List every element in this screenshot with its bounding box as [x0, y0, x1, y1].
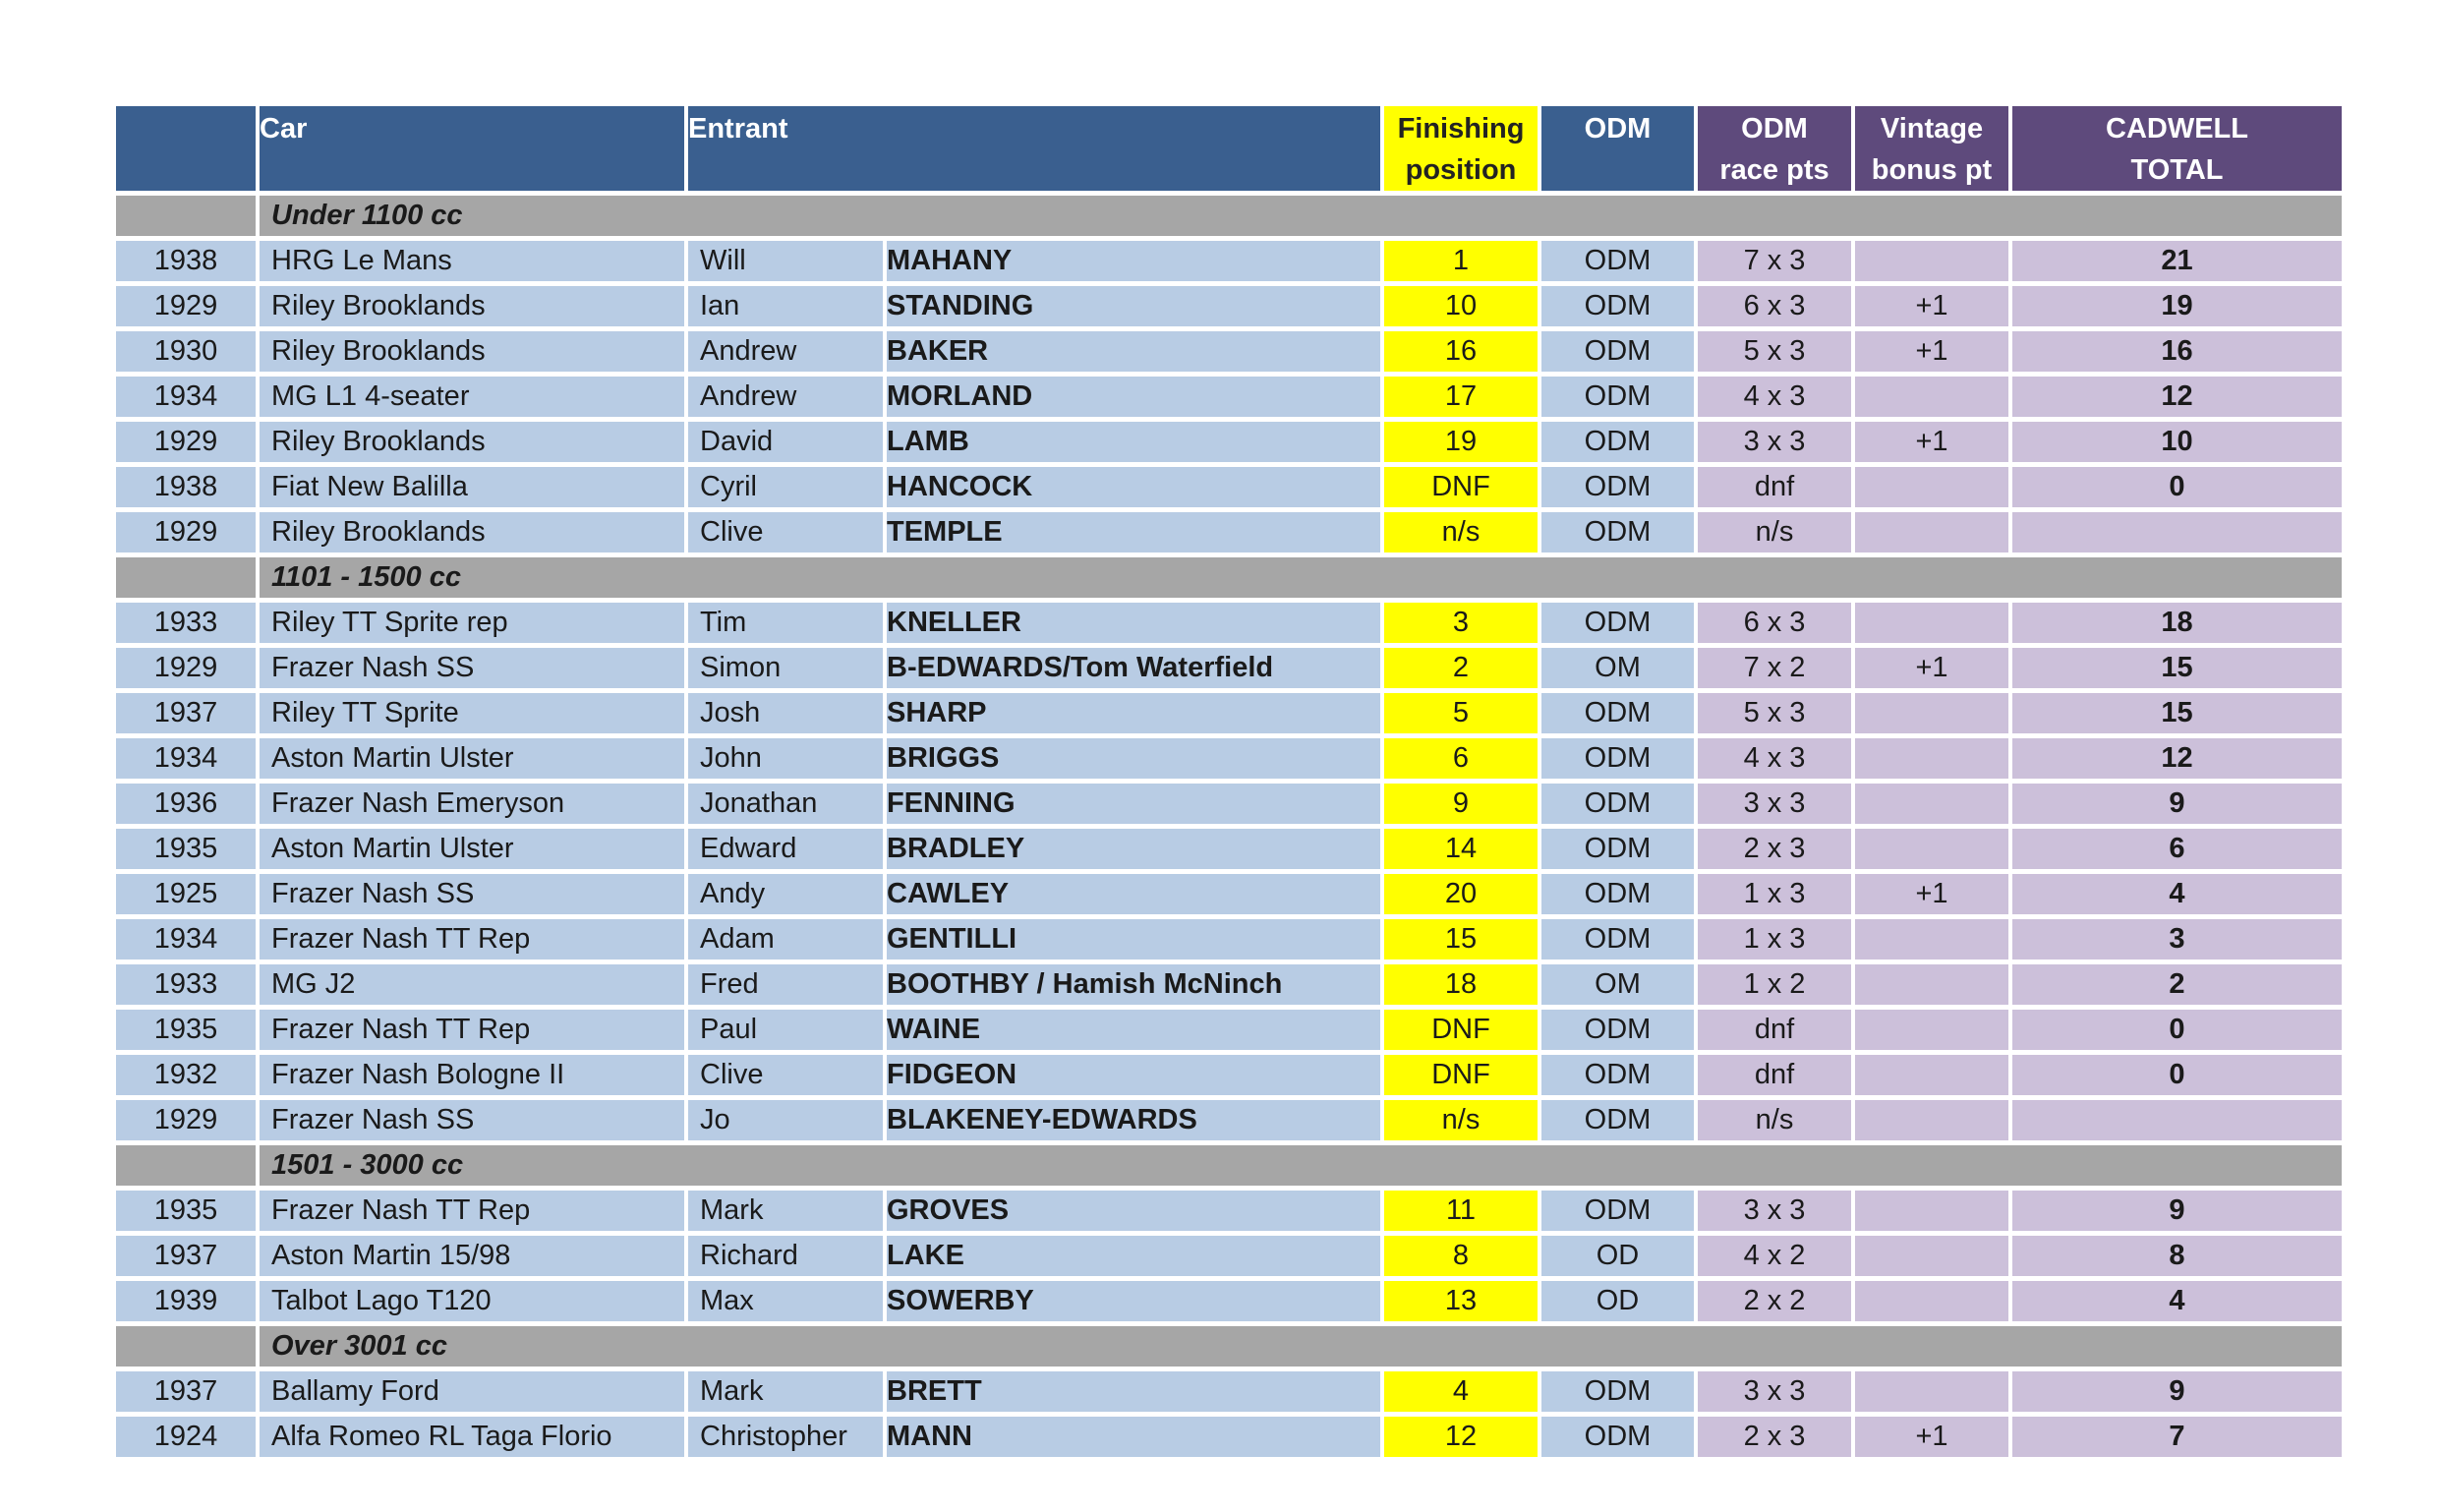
finishing-position-cell: 6: [1384, 738, 1538, 779]
table-row: [116, 784, 2342, 824]
cadwell-total-cell: 10: [2012, 422, 2342, 462]
odm-cell: ODM: [1541, 1417, 1694, 1457]
entrant-last-name: BRADLEY: [887, 829, 1380, 869]
odm-race-pts-cell: 3 x 3: [1698, 422, 1851, 462]
car-cell: Frazer Nash SS: [260, 1100, 684, 1140]
finishing-position-cell: 14: [1384, 829, 1538, 869]
entrant-last-name: GENTILLI: [887, 919, 1380, 960]
entrant-first-name: Richard: [688, 1236, 883, 1276]
cadwell-total-cell: 21: [2012, 241, 2342, 281]
vintage-bonus-cell: +1: [1855, 648, 2008, 688]
year-cell: 1939: [116, 1281, 256, 1321]
entrant-first-name: Simon: [688, 648, 883, 688]
year-cell: 1933: [116, 603, 256, 643]
car-cell: Riley Brooklands: [260, 422, 684, 462]
entrant-first-name: Andy: [688, 874, 883, 914]
header-car: Car: [260, 106, 684, 191]
cadwell-total-cell: 0: [2012, 1055, 2342, 1095]
entrant-last-name: GROVES: [887, 1191, 1380, 1231]
header-year: [116, 106, 256, 191]
odm-race-pts-cell: 1 x 3: [1698, 919, 1851, 960]
entrant-last-name: SOWERBY: [887, 1281, 1380, 1321]
class-header-row: [116, 1145, 2342, 1186]
entrant-last-name: KNELLER: [887, 603, 1380, 643]
entrant-last-name: BAKER: [887, 331, 1380, 372]
entrant-first-name: Will: [688, 241, 883, 281]
odm-cell: ODM: [1541, 1055, 1694, 1095]
entrant-last-name: WAINE: [887, 1010, 1380, 1050]
odm-cell: ODM: [1541, 1191, 1694, 1231]
cadwell-total-cell: [2012, 1100, 2342, 1140]
entrant-last-name: B-EDWARDS/Tom Waterfield: [887, 648, 1380, 688]
entrant-first-name: John: [688, 738, 883, 779]
odm-race-pts-cell: 3 x 3: [1698, 784, 1851, 824]
odm-race-pts-cell: 4 x 3: [1698, 377, 1851, 417]
table-row: [116, 693, 2342, 733]
table-row: [116, 331, 2342, 372]
finishing-position-cell: 18: [1384, 964, 1538, 1005]
entrant-last-name: LAKE: [887, 1236, 1380, 1276]
finishing-position-cell: 16: [1384, 331, 1538, 372]
finishing-position-cell: 1: [1384, 241, 1538, 281]
class-header-spacer: [116, 1145, 256, 1186]
car-cell: Frazer Nash SS: [260, 648, 684, 688]
class-label: Under 1100 cc: [260, 196, 2342, 236]
finishing-position-cell: 17: [1384, 377, 1538, 417]
table-row: [116, 1417, 2342, 1457]
cadwell-total-cell: 3: [2012, 919, 2342, 960]
table-row: [116, 422, 2342, 462]
odm-race-pts-cell: 2 x 3: [1698, 829, 1851, 869]
odm-race-pts-cell: 7 x 2: [1698, 648, 1851, 688]
odm-cell: ODM: [1541, 693, 1694, 733]
car-cell: Riley TT Sprite: [260, 693, 684, 733]
entrant-first-name: Cyril: [688, 467, 883, 507]
vintage-bonus-cell: [1855, 784, 2008, 824]
vintage-bonus-cell: [1855, 241, 2008, 281]
finishing-position-cell: 5: [1384, 693, 1538, 733]
table-row: [116, 1191, 2342, 1231]
odm-cell: ODM: [1541, 784, 1694, 824]
car-cell: Talbot Lago T120: [260, 1281, 684, 1321]
vintage-bonus-cell: [1855, 919, 2008, 960]
car-cell: Riley TT Sprite rep: [260, 603, 684, 643]
entrant-first-name: Fred: [688, 964, 883, 1005]
car-cell: Frazer Nash Emeryson: [260, 784, 684, 824]
odm-race-pts-cell: 6 x 3: [1698, 603, 1851, 643]
entrant-last-name: BOOTHBY / Hamish McNinch: [887, 964, 1380, 1005]
finishing-position-cell: 10: [1384, 286, 1538, 326]
odm-cell: ODM: [1541, 512, 1694, 552]
year-cell: 1937: [116, 1236, 256, 1276]
odm-cell: ODM: [1541, 1100, 1694, 1140]
entrant-last-name: FENNING: [887, 784, 1380, 824]
finishing-position-cell: DNF: [1384, 1055, 1538, 1095]
car-cell: Frazer Nash TT Rep: [260, 1010, 684, 1050]
entrant-first-name: Andrew: [688, 331, 883, 372]
year-cell: 1936: [116, 784, 256, 824]
year-cell: 1929: [116, 1100, 256, 1140]
finishing-position-cell: n/s: [1384, 1100, 1538, 1140]
year-cell: 1935: [116, 829, 256, 869]
class-header-spacer: [116, 557, 256, 598]
odm-cell: ODM: [1541, 919, 1694, 960]
table-row: [116, 1010, 2342, 1050]
table-row: [116, 512, 2342, 552]
odm-cell: ODM: [1541, 331, 1694, 372]
year-cell: 1934: [116, 377, 256, 417]
odm-race-pts-cell: 3 x 3: [1698, 1371, 1851, 1412]
entrant-first-name: Clive: [688, 1055, 883, 1095]
class-label: 1101 - 1500 cc: [260, 557, 2342, 598]
entrant-last-name: MORLAND: [887, 377, 1380, 417]
cadwell-total-cell: [2012, 512, 2342, 552]
car-cell: Frazer Nash TT Rep: [260, 1191, 684, 1231]
vintage-bonus-cell: +1: [1855, 286, 2008, 326]
cadwell-total-cell: 9: [2012, 1191, 2342, 1231]
cadwell-total-cell: 18: [2012, 603, 2342, 643]
car-cell: Aston Martin Ulster: [260, 738, 684, 779]
table-row: [116, 874, 2342, 914]
cadwell-total-cell: 4: [2012, 874, 2342, 914]
vintage-bonus-cell: +1: [1855, 1417, 2008, 1457]
odm-race-pts-cell: 6 x 3: [1698, 286, 1851, 326]
finishing-position-cell: 12: [1384, 1417, 1538, 1457]
cadwell-total-cell: 9: [2012, 784, 2342, 824]
vintage-bonus-cell: [1855, 512, 2008, 552]
class-header-spacer: [116, 1326, 256, 1367]
finishing-position-cell: 4: [1384, 1371, 1538, 1412]
car-cell: Frazer Nash Bologne II: [260, 1055, 684, 1095]
odm-race-pts-cell: 1 x 3: [1698, 874, 1851, 914]
vintage-bonus-cell: [1855, 1371, 2008, 1412]
finishing-position-cell: DNF: [1384, 1010, 1538, 1050]
car-cell: Aston Martin 15/98: [260, 1236, 684, 1276]
class-header-row: [116, 557, 2342, 598]
cadwell-total-cell: 0: [2012, 467, 2342, 507]
entrant-last-name: TEMPLE: [887, 512, 1380, 552]
entrant-last-name: BRETT: [887, 1371, 1380, 1412]
cadwell-total-cell: 4: [2012, 1281, 2342, 1321]
entrant-first-name: Josh: [688, 693, 883, 733]
table-row: [116, 648, 2342, 688]
car-cell: MG L1 4-seater: [260, 377, 684, 417]
table-row: [116, 241, 2342, 281]
odm-cell: ODM: [1541, 241, 1694, 281]
results-table: [112, 101, 2346, 1462]
odm-race-pts-cell: n/s: [1698, 512, 1851, 552]
vintage-bonus-cell: [1855, 693, 2008, 733]
class-header-row: [116, 1326, 2342, 1367]
entrant-first-name: Clive: [688, 512, 883, 552]
car-cell: Fiat New Balilla: [260, 467, 684, 507]
odm-race-pts-cell: dnf: [1698, 1010, 1851, 1050]
cadwell-total-cell: 12: [2012, 738, 2342, 779]
cadwell-total-cell: 6: [2012, 829, 2342, 869]
vintage-bonus-cell: [1855, 1010, 2008, 1050]
finishing-position-cell: 13: [1384, 1281, 1538, 1321]
year-cell: 1933: [116, 964, 256, 1005]
year-cell: 1934: [116, 919, 256, 960]
odm-race-pts-cell: 2 x 3: [1698, 1417, 1851, 1457]
entrant-last-name: CAWLEY: [887, 874, 1380, 914]
odm-cell: OD: [1541, 1236, 1694, 1276]
odm-race-pts-cell: 4 x 2: [1698, 1236, 1851, 1276]
cadwell-total-cell: 9: [2012, 1371, 2342, 1412]
cadwell-total-cell: 19: [2012, 286, 2342, 326]
car-cell: HRG Le Mans: [260, 241, 684, 281]
header-vintage-bonus: Vintage bonus pt: [1855, 106, 2008, 191]
cadwell-total-cell: 2: [2012, 964, 2342, 1005]
entrant-first-name: Tim: [688, 603, 883, 643]
car-cell: MG J2: [260, 964, 684, 1005]
vintage-bonus-cell: [1855, 1236, 2008, 1276]
table-row: [116, 1100, 2342, 1140]
odm-race-pts-cell: dnf: [1698, 467, 1851, 507]
year-cell: 1937: [116, 1371, 256, 1412]
odm-cell: OM: [1541, 964, 1694, 1005]
car-cell: Riley Brooklands: [260, 512, 684, 552]
vintage-bonus-cell: [1855, 829, 2008, 869]
finishing-position-cell: DNF: [1384, 467, 1538, 507]
finishing-position-cell: 9: [1384, 784, 1538, 824]
table-row: [116, 1281, 2342, 1321]
finishing-position-cell: 3: [1384, 603, 1538, 643]
table-row: [116, 377, 2342, 417]
odm-cell: ODM: [1541, 422, 1694, 462]
year-cell: 1929: [116, 286, 256, 326]
car-cell: Riley Brooklands: [260, 331, 684, 372]
entrant-first-name: David: [688, 422, 883, 462]
header-odm: ODM: [1541, 106, 1694, 191]
class-header-spacer: [116, 196, 256, 236]
year-cell: 1929: [116, 422, 256, 462]
vintage-bonus-cell: [1855, 1281, 2008, 1321]
odm-race-pts-cell: 7 x 3: [1698, 241, 1851, 281]
year-cell: 1924: [116, 1417, 256, 1457]
finishing-position-cell: 11: [1384, 1191, 1538, 1231]
odm-cell: OD: [1541, 1281, 1694, 1321]
odm-cell: ODM: [1541, 467, 1694, 507]
year-cell: 1934: [116, 738, 256, 779]
odm-cell: ODM: [1541, 603, 1694, 643]
vintage-bonus-cell: [1855, 603, 2008, 643]
class-label: Over 3001 cc: [260, 1326, 2342, 1367]
year-cell: 1925: [116, 874, 256, 914]
entrant-last-name: HANCOCK: [887, 467, 1380, 507]
entrant-first-name: Christopher: [688, 1417, 883, 1457]
entrant-last-name: SHARP: [887, 693, 1380, 733]
table-row: [116, 919, 2342, 960]
odm-race-pts-cell: 1 x 2: [1698, 964, 1851, 1005]
entrant-first-name: Jo: [688, 1100, 883, 1140]
vintage-bonus-cell: [1855, 1191, 2008, 1231]
table-row: [116, 603, 2342, 643]
table-row: [116, 964, 2342, 1005]
header-row: [116, 106, 2342, 191]
entrant-first-name: Edward: [688, 829, 883, 869]
car-cell: Frazer Nash TT Rep: [260, 919, 684, 960]
results-body: [116, 196, 2342, 1457]
year-cell: 1937: [116, 693, 256, 733]
odm-race-pts-cell: n/s: [1698, 1100, 1851, 1140]
year-cell: 1935: [116, 1191, 256, 1231]
entrant-first-name: Andrew: [688, 377, 883, 417]
year-cell: 1938: [116, 467, 256, 507]
odm-cell: ODM: [1541, 1010, 1694, 1050]
table-row: [116, 1236, 2342, 1276]
cadwell-total-cell: 7: [2012, 1417, 2342, 1457]
car-cell: Riley Brooklands: [260, 286, 684, 326]
table-row: [116, 286, 2342, 326]
finishing-position-cell: 15: [1384, 919, 1538, 960]
odm-cell: ODM: [1541, 829, 1694, 869]
odm-race-pts-cell: 2 x 2: [1698, 1281, 1851, 1321]
car-cell: Aston Martin Ulster: [260, 829, 684, 869]
year-cell: 1929: [116, 512, 256, 552]
cadwell-total-cell: 15: [2012, 693, 2342, 733]
year-cell: 1930: [116, 331, 256, 372]
finishing-position-cell: n/s: [1384, 512, 1538, 552]
table-row: [116, 1055, 2342, 1095]
entrant-last-name: MAHANY: [887, 241, 1380, 281]
vintage-bonus-cell: [1855, 738, 2008, 779]
vintage-bonus-cell: [1855, 467, 2008, 507]
finishing-position-cell: 19: [1384, 422, 1538, 462]
cadwell-total-cell: 15: [2012, 648, 2342, 688]
car-cell: Ballamy Ford: [260, 1371, 684, 1412]
entrant-last-name: LAMB: [887, 422, 1380, 462]
entrant-first-name: Paul: [688, 1010, 883, 1050]
finishing-position-cell: 2: [1384, 648, 1538, 688]
year-cell: 1938: [116, 241, 256, 281]
odm-race-pts-cell: 3 x 3: [1698, 1191, 1851, 1231]
entrant-first-name: Ian: [688, 286, 883, 326]
entrant-first-name: Mark: [688, 1191, 883, 1231]
table-row: [116, 1371, 2342, 1412]
odm-race-pts-cell: dnf: [1698, 1055, 1851, 1095]
odm-cell: OM: [1541, 648, 1694, 688]
table-row: [116, 829, 2342, 869]
car-cell: Alfa Romeo RL Taga Florio: [260, 1417, 684, 1457]
header-cadwell-total: CADWELL TOTAL: [2012, 106, 2342, 191]
odm-cell: ODM: [1541, 738, 1694, 779]
entrant-first-name: Mark: [688, 1371, 883, 1412]
entrant-last-name: BLAKENEY-EDWARDS: [887, 1100, 1380, 1140]
vintage-bonus-cell: [1855, 1055, 2008, 1095]
finishing-position-cell: 8: [1384, 1236, 1538, 1276]
cadwell-total-cell: 12: [2012, 377, 2342, 417]
header-entrant: Entrant: [688, 106, 1380, 191]
table-row: [116, 467, 2342, 507]
entrant-last-name: MANN: [887, 1417, 1380, 1457]
table-row: [116, 738, 2342, 779]
year-cell: 1935: [116, 1010, 256, 1050]
car-cell: Frazer Nash SS: [260, 874, 684, 914]
entrant-first-name: Jonathan: [688, 784, 883, 824]
odm-cell: ODM: [1541, 1371, 1694, 1412]
class-header-row: [116, 196, 2342, 236]
entrant-last-name: FIDGEON: [887, 1055, 1380, 1095]
entrant-first-name: Max: [688, 1281, 883, 1321]
vintage-bonus-cell: [1855, 964, 2008, 1005]
vintage-bonus-cell: +1: [1855, 874, 2008, 914]
entrant-last-name: STANDING: [887, 286, 1380, 326]
year-cell: 1932: [116, 1055, 256, 1095]
cadwell-total-cell: 16: [2012, 331, 2342, 372]
vintage-bonus-cell: +1: [1855, 331, 2008, 372]
header-odm-race-pts: ODM race pts: [1698, 106, 1851, 191]
odm-race-pts-cell: 4 x 3: [1698, 738, 1851, 779]
finishing-position-cell: 20: [1384, 874, 1538, 914]
odm-cell: ODM: [1541, 286, 1694, 326]
year-cell: 1929: [116, 648, 256, 688]
header-finishing-position: Finishing position: [1384, 106, 1538, 191]
entrant-last-name: BRIGGS: [887, 738, 1380, 779]
odm-race-pts-cell: 5 x 3: [1698, 693, 1851, 733]
cadwell-total-cell: 8: [2012, 1236, 2342, 1276]
odm-cell: ODM: [1541, 377, 1694, 417]
odm-cell: ODM: [1541, 874, 1694, 914]
vintage-bonus-cell: +1: [1855, 422, 2008, 462]
cadwell-total-cell: 0: [2012, 1010, 2342, 1050]
odm-race-pts-cell: 5 x 3: [1698, 331, 1851, 372]
entrant-first-name: Adam: [688, 919, 883, 960]
vintage-bonus-cell: [1855, 377, 2008, 417]
vintage-bonus-cell: [1855, 1100, 2008, 1140]
class-label: 1501 - 3000 cc: [260, 1145, 2342, 1186]
